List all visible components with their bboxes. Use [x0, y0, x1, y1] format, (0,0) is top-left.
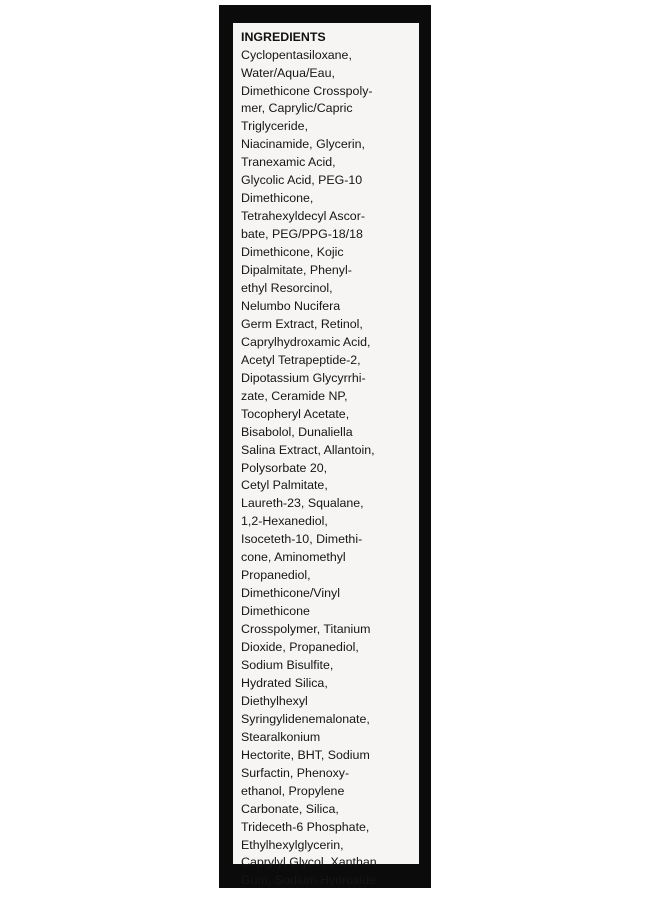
ingredients-line: Propanediol, — [241, 568, 311, 583]
ingredients-line: Glycolic Acid, PEG-10 — [241, 173, 363, 188]
ingredients-list — [241, 47, 413, 891]
ingredients-line: Laureth-23, Squalane, — [241, 496, 364, 511]
ingredients-line: ethyl Resorcinol, — [241, 280, 333, 295]
ingredients-line: Salina Extract, Allantoin, — [241, 442, 375, 457]
ingredients-line: Crosspolymer, Titanium — [241, 622, 371, 637]
ingredients-line: 1,2-Hexanediol, — [241, 514, 328, 529]
ingredients-line: Tetrahexyldecyl Ascor- — [241, 209, 365, 224]
ingredients-heading: INGREDIENTS — [241, 30, 326, 44]
ingredients-line: Surfactin, Phenoxy- — [241, 765, 350, 780]
ingredients-line: Caprylyl Glycol, Xanthan — [241, 855, 377, 870]
ingredients-line: Isoceteth-10, Dimethi- — [241, 532, 363, 547]
ingredients-line: Syringylidenemalonate, — [241, 711, 370, 726]
ingredients-line: Germ Extract, Retinol, — [241, 316, 363, 331]
ingredients-line: Dipotassium Glycyrrhi- — [241, 370, 366, 385]
ingredients-line: Cyclopentasiloxane, — [241, 47, 352, 62]
ingredients-line: Diethylhexyl — [241, 693, 308, 708]
ingredients-panel — [233, 23, 419, 888]
ingredients-line: Triglyceride, — [241, 119, 309, 134]
ingredients-line: Acetyl Tetrapeptide-2, — [241, 352, 361, 367]
ingredients-line: Nelumbo Nucifera — [241, 298, 341, 313]
ingredients-line: cone, Aminomethyl — [241, 550, 346, 565]
ingredients-line: Dimethicone Crosspoly- — [241, 83, 373, 98]
ingredients-line: Polysorbate 20, — [241, 460, 328, 475]
ingredients-line: Tocopheryl Acetate, — [241, 406, 350, 421]
ingredients-line: Dimethicone, — [241, 191, 314, 206]
ingredients-line: Dimethicone, Kojic — [241, 245, 344, 260]
ingredients-line: Gum, Sodium Hydroxide — [241, 873, 376, 888]
ingredients-line: Stearalkonium — [241, 729, 321, 744]
ingredients-line: Carbonate, Silica, — [241, 801, 339, 816]
ingredients-line: Caprylhydroxamic Acid, — [241, 334, 371, 349]
ingredients-line: Dipalmitate, Phenyl- — [241, 263, 352, 278]
ingredients-line: Sodium Bisulfite, — [241, 658, 334, 672]
ingredients-line: mer, Caprylic/Capric — [241, 101, 353, 116]
ingredients-line: Hectorite, BHT, Sodium — [241, 747, 370, 762]
ingredients-line: Ethylhexylglycerin, — [241, 837, 344, 852]
ingredients-line: bate, PEG/PPG-18/18 — [241, 227, 363, 242]
ingredients-line: Dimethicone — [241, 604, 310, 619]
ingredients-line: Tranexamic Acid, — [241, 155, 336, 170]
ingredients-line: ethanol, Propylene — [241, 783, 345, 798]
ingredients-line: Trideceth-6 Phosphate, — [241, 819, 370, 834]
ingredients-line: Water/Aqua/Eau, — [241, 65, 335, 80]
ingredients-line: zate, Ceramide NP, — [241, 388, 348, 403]
ingredients-label-frame — [219, 5, 431, 888]
ingredients-line: Hydrated Silica, — [241, 675, 328, 690]
ingredients-line: Cetyl Palmitate, — [241, 478, 328, 493]
ingredients-line: Niacinamide, Glycerin, — [241, 137, 365, 152]
ingredients-line: Dimethicone/Vinyl — [241, 586, 340, 601]
ingredients-line: Bisabolol, Dunaliella — [241, 424, 353, 439]
ingredients-line: Dioxide, Propanediol, — [241, 640, 359, 655]
